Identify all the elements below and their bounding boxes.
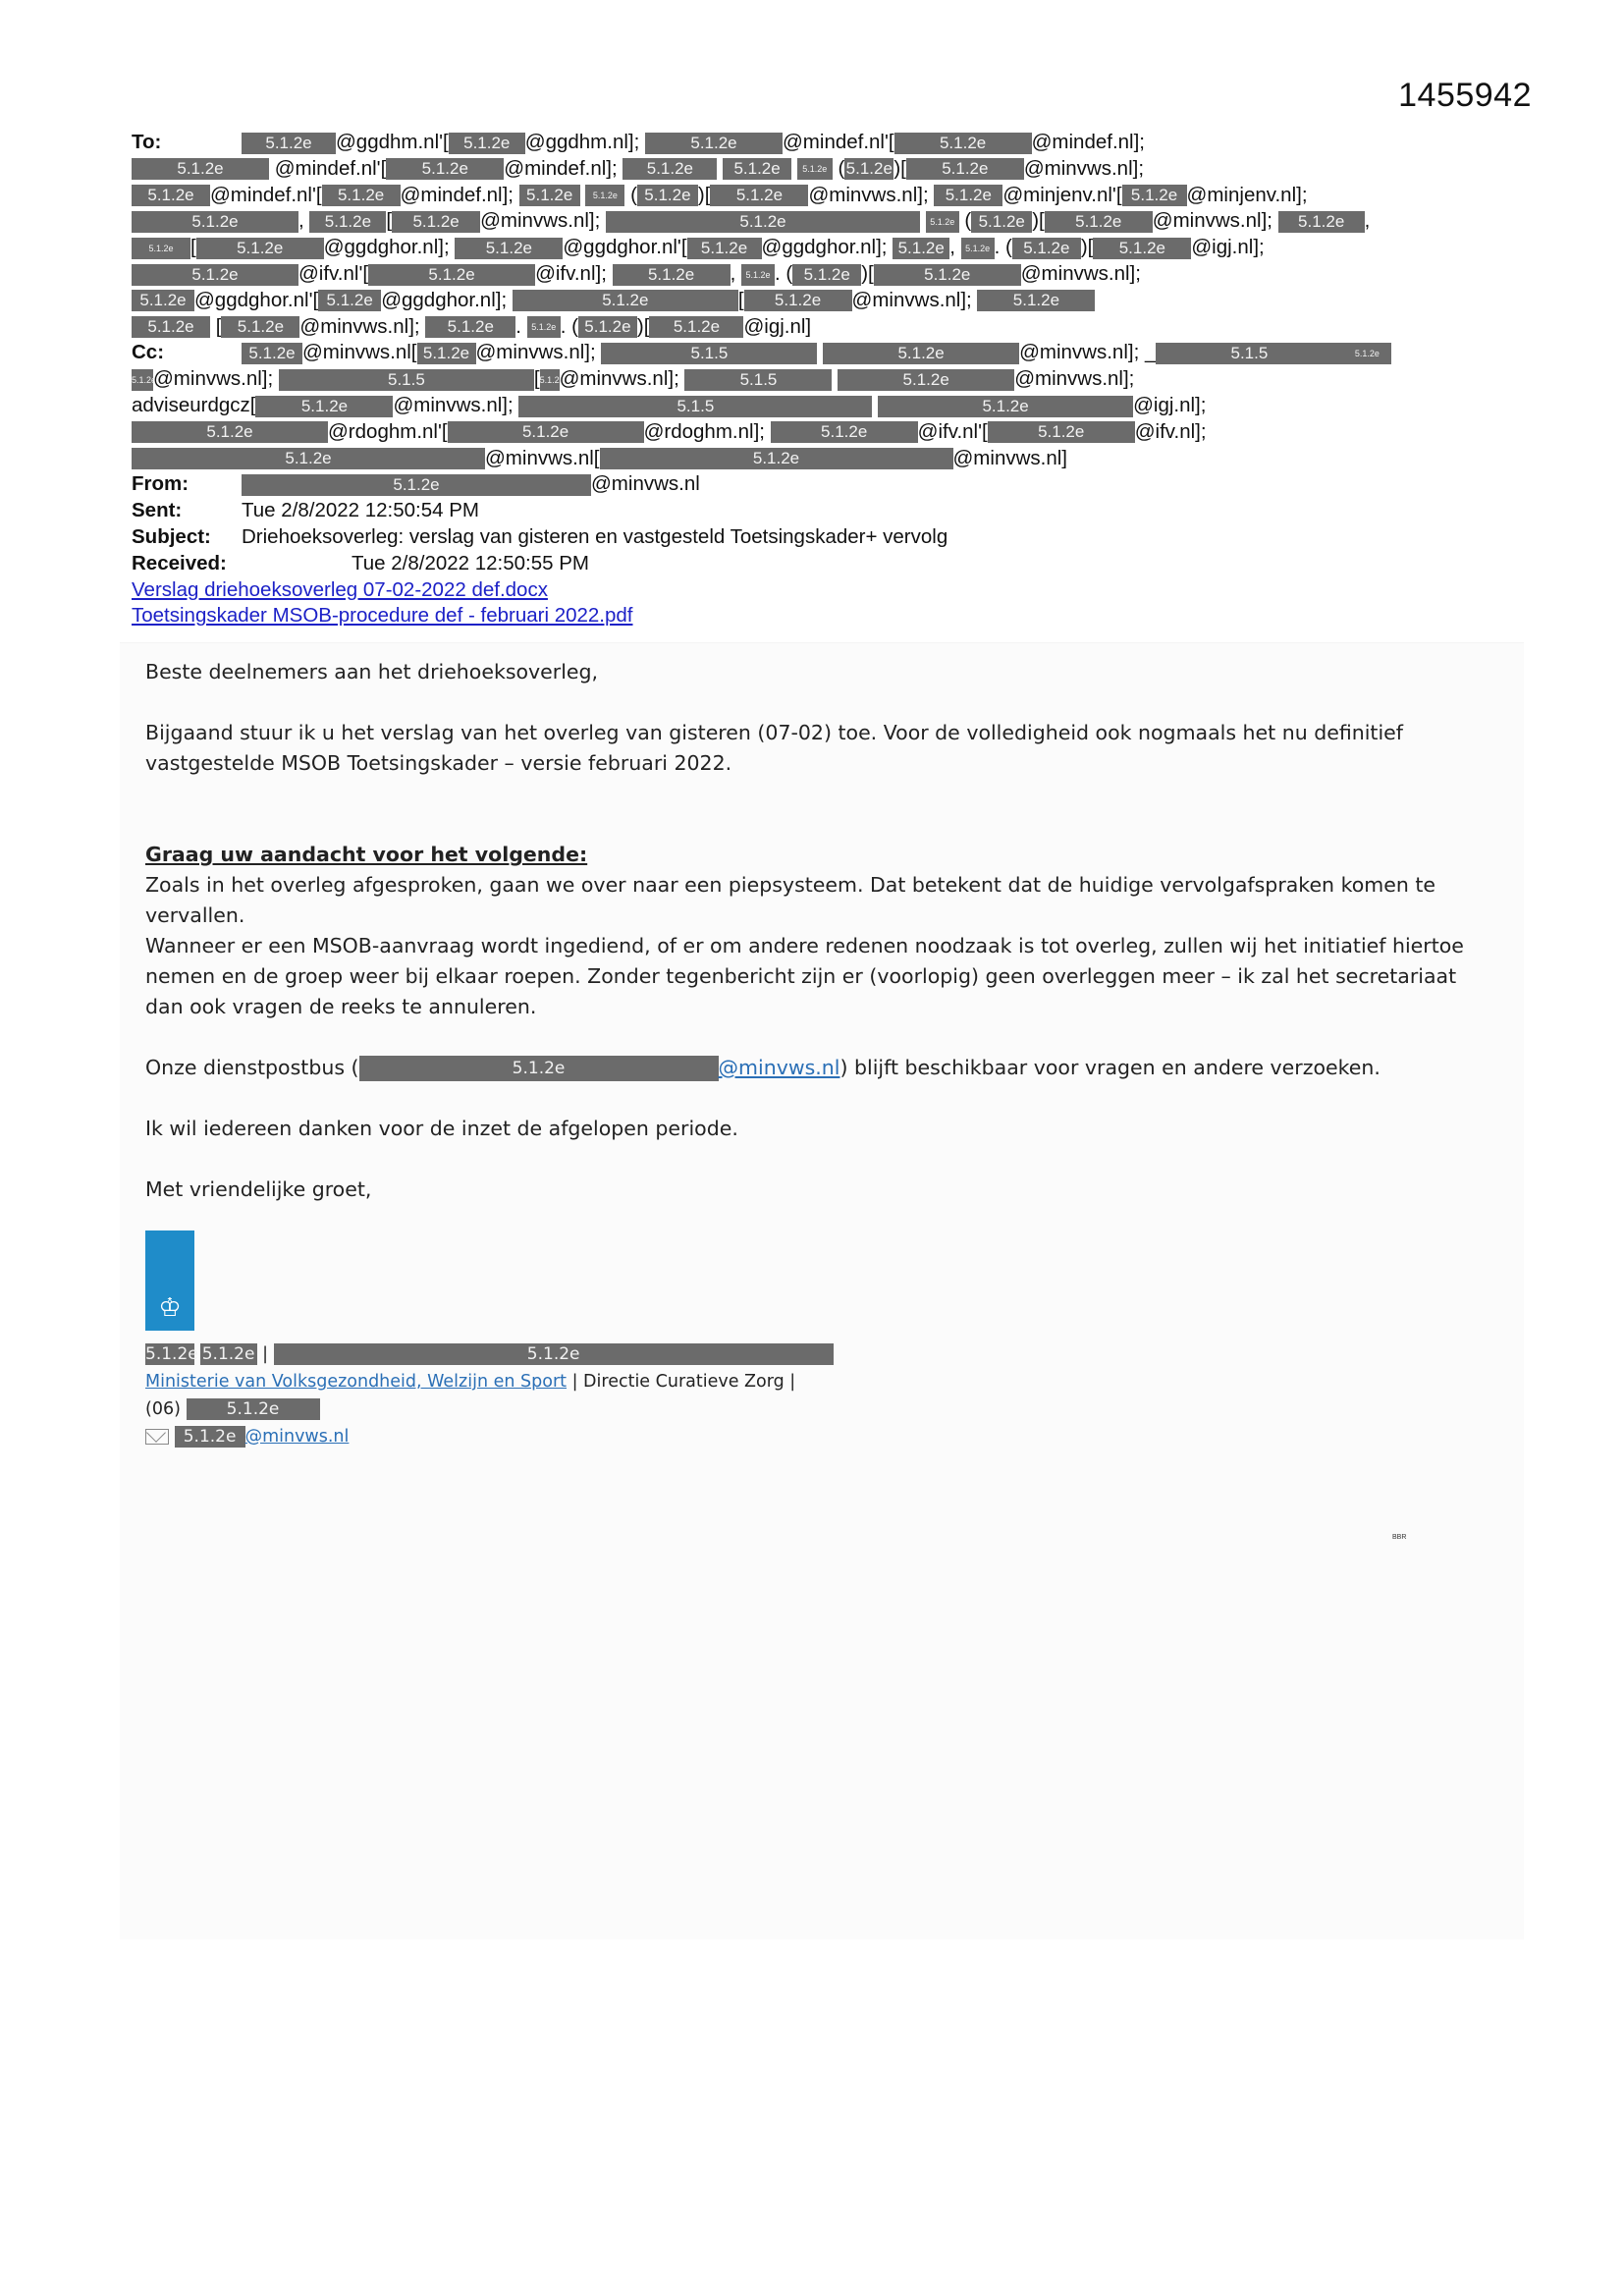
redaction: 5.1.2e: [132, 185, 210, 206]
redaction: 5.1.2e: [221, 316, 299, 338]
redaction: 5.1.2e: [906, 158, 1024, 180]
redaction: 5.1.2e: [519, 185, 580, 206]
mailbox-pre: Onze dienstpostbus (: [145, 1056, 359, 1079]
redaction: 5.1.2e: [455, 238, 563, 259]
redaction: 5.1.2e: [1278, 211, 1365, 233]
redaction: 5.1.2e: [792, 264, 861, 286]
paragraph-1: Bijgaand stuur ik u het verslag van het overleg van gisteren (07-02) toe. Voor de volledigheid ook nogmaals het nu definitief vastgestelde MSOB Toetsingskader – versie februari 2022.: [145, 721, 1403, 775]
redaction: 5.1.2e: [613, 264, 731, 286]
attachment-link[interactable]: Verslag driehoeksoverleg 07-02-2022 def.docx: [132, 577, 548, 601]
redaction: 5.1.2e: [600, 448, 953, 469]
redaction: 5.1.5: [1156, 343, 1342, 364]
redaction: 5.1.2e: [175, 1426, 245, 1448]
mailbox-link[interactable]: @minvws.nl: [718, 1056, 840, 1079]
ministry-link[interactable]: Ministerie van Volksgezondheid, Welzijn en Sport: [145, 1372, 568, 1392]
document-id: 1455942: [1398, 77, 1532, 114]
received-label: Received:: [132, 551, 227, 574]
envelope-icon: [145, 1429, 169, 1445]
redaction: 5.1.2e: [132, 369, 153, 391]
redaction: 5.1.2e: [309, 211, 386, 233]
redaction: 5.1.2e: [242, 474, 591, 496]
redaction: 5.1.2e: [145, 1344, 198, 1364]
redaction: 5.1.2e: [741, 264, 775, 286]
redaction: 5.1.2e: [255, 396, 393, 417]
redaction: 5.1.2e: [540, 369, 560, 391]
redaction: 5.1.2e: [386, 158, 504, 180]
redaction: 5.1.2e: [1012, 238, 1081, 259]
redaction: 5.1.2e: [797, 158, 833, 180]
redaction: 5.1.2e: [649, 316, 743, 338]
to-line-6: 5.1.2e @ifv.nl'[ 5.1.2e @ifv.nl]; 5.1.2e , 5.1.2e . ( 5.1.2e )[ 5.1.2e @minvws.nl];: [132, 261, 1506, 288]
redaction: 5.1.2e: [878, 396, 1133, 417]
received-value: Tue 2/8/2022 12:50:55 PM: [352, 551, 589, 574]
email-header: [132, 130, 1506, 629]
redaction: 5.1.2e: [132, 448, 485, 469]
cc-line-1: Cc: 5.1.2e @minvws.nl[ 5.1.2e @minvws.nl]; 5.1.5 5.1.2e @minvws.nl]; _ 5.1.5 5.1.2e: [132, 340, 1506, 366]
signature: [145, 1230, 1498, 1450]
redaction: 5.1.2e: [392, 211, 480, 233]
signature-email-link[interactable]: @minvws.nl: [244, 1427, 350, 1447]
redaction: 5.1.2e: [274, 1343, 834, 1365]
redaction: 5.1.2e: [971, 211, 1032, 233]
redaction: 5.1.2e: [132, 264, 298, 286]
redaction: 5.1.2e: [977, 290, 1095, 311]
mailbox-post: ) blijft beschikbaar voor vragen en andere verzoeken.: [839, 1056, 1380, 1079]
redaction: 5.1.2e: [838, 369, 1014, 391]
redaction: 5.1.2e: [637, 185, 698, 206]
subject-label: Subject:: [132, 524, 211, 548]
redaction: 5.1.2e: [187, 1398, 320, 1420]
cc-line-5: 5.1.2e @minvws.nl[ 5.1.2e @minvws.nl]: [132, 446, 1506, 472]
redaction: 5.1.2e: [606, 211, 920, 233]
redaction: 5.1.5: [518, 396, 872, 417]
to-line-2: 5.1.2e @mindef.nl'[ 5.1.2e @mindef.nl]; 5.1.2e 5.1.2e 5.1.2e (5.1.2e)[ 5.1.2e @minvws.nl];: [132, 156, 1506, 183]
signature-name-line: [145, 1340, 1498, 1368]
signature-org-line: [145, 1368, 1498, 1395]
redaction: 5.1.2e: [1093, 238, 1191, 259]
redaction: 5.1.2e: [585, 185, 624, 206]
sent-label: Sent:: [132, 499, 183, 522]
to-line-4: 5.1.2e , 5.1.2e [ 5.1.2e @minvws.nl]; 5.1.2e 5.1.2e ( 5.1.2e )[ 5.1.2e @minvws.nl]; 5.1.2e ,: [132, 208, 1506, 235]
redaction: 5.1.5: [601, 343, 817, 364]
redaction: 5.1.2e: [359, 1056, 719, 1081]
redaction: 5.1.2e: [1045, 211, 1153, 233]
redaction: 5.1.2e: [744, 290, 852, 311]
redaction: 5.1.2e: [318, 290, 381, 311]
redaction: 5.1.2e: [513, 290, 738, 311]
redaction: 5.1.2e: [893, 238, 949, 259]
to-line-1: To: 5.1.2e @ggdhm.nl'[ 5.1.2e @ggdhm.nl]; 5.1.2e @mindef.nl'[ 5.1.2e @mindef.nl];: [132, 130, 1506, 156]
paragraph-3: Wanneer er een MSOB-aanvraag wordt ingediend, of er om andere redenen noodzaak is tot overleg, zullen wij het initiatief hiertoe nemen en de groep weer bij elkaar roepen. Zonder tegenbericht zijn er (voorlopig) geen overleggen meer – ik zal het secretariaat dan ook vragen de reeks te annuleren.: [145, 934, 1464, 1018]
redaction: 5.1.2e: [723, 158, 791, 180]
redaction: 5.1.2e: [1122, 185, 1187, 206]
redaction: 5.1.5: [279, 369, 534, 391]
cc-line-4: 5.1.2e @rdoghm.nl'[ 5.1.2e @rdoghm.nl]; 5.1.2e @ifv.nl'[ 5.1.2e @ifv.nl];: [132, 419, 1506, 446]
cc-line-3: adviseurdgcz[ 5.1.2e @minvws.nl]; 5.1.5 5.1.2e @igj.nl];: [132, 393, 1207, 416]
to-line-7: 5.1.2e @ggdghor.nl'[ 5.1.2e @ggdghor.nl]; 5.1.2e [ 5.1.2e @minvws.nl]; 5.1.2e: [132, 288, 1506, 314]
crest-icon: ♔: [158, 1293, 182, 1323]
attachment-link[interactable]: Toetsingskader MSOB-procedure def - februari 2022.pdf: [132, 604, 633, 628]
signature-email-line: [145, 1423, 1498, 1450]
redaction: 5.1.2e: [132, 238, 190, 259]
redaction: 5.1.2e: [132, 290, 194, 311]
redaction: 5.1.2e: [687, 238, 762, 259]
from-line: [132, 471, 1506, 498]
from-domain: @minvws.nl: [591, 472, 700, 496]
mailbox-line: [145, 1053, 1498, 1083]
redaction: 5.1.2e: [710, 185, 808, 206]
thanks: Ik wil iedereen danken voor de inzet de afgelopen periode.: [145, 1117, 738, 1140]
redaction: 5.1.2e: [823, 343, 1019, 364]
redaction: 5.1.2e: [368, 264, 535, 286]
directorate: | Directie Curatieve Zorg |: [571, 1372, 796, 1392]
phone-prefix: (06): [145, 1399, 181, 1419]
greeting: Beste deelnemers aan het driehoeksoverleg,: [145, 660, 599, 683]
redaction: 5.1.2e: [242, 133, 336, 154]
redaction: 5.1.2e: [988, 421, 1135, 443]
redaction: 5.1.5: [684, 369, 832, 391]
redaction: 5.1.2e: [200, 1343, 257, 1365]
redaction: 5.1.2e: [578, 316, 637, 338]
redaction: 5.1.2e: [132, 158, 269, 180]
government-logo: [145, 1230, 194, 1331]
closing: Met vriendelijke groet,: [145, 1177, 372, 1201]
cc-line-2: 5.1.2e@minvws.nl]; 5.1.5 [5.1.2e@minvws.nl]; 5.1.5 5.1.2e @minvws.nl];: [132, 367, 1135, 391]
redaction: 5.1.2e: [425, 316, 515, 338]
redaction: 5.1.2e: [874, 264, 1021, 286]
sent-line: [132, 498, 1506, 524]
cc-label: Cc:: [132, 341, 165, 364]
redaction: 5.1.2e: [623, 158, 717, 180]
email-body: [120, 642, 1524, 1940]
redaction: 5.1.2e: [771, 421, 918, 443]
signature-phone-line: [145, 1395, 1498, 1423]
to-line-3: 5.1.2e @mindef.nl'[ 5.1.2e @mindef.nl]; 5.1.2e 5.1.2e ( 5.1.2e )[ 5.1.2e @minvws.nl]; 5.1.2e @minjenv.nl'[ 5.1.2e @minjenv.nl];: [132, 183, 1506, 209]
redaction: 5.1.2e: [1342, 343, 1391, 364]
redaction: 5.1.2e: [417, 343, 476, 364]
redaction: 5.1.2e: [894, 133, 1032, 154]
redaction: 5.1.2e: [961, 238, 995, 259]
redaction: 5.1.2e: [645, 133, 783, 154]
redaction: 5.1.2e: [322, 185, 401, 206]
subject-line: [132, 524, 1506, 551]
redaction: 5.1.2e: [132, 211, 298, 233]
to-label: To:: [132, 131, 162, 153]
sent-value: Tue 2/8/2022 12:50:54 PM: [242, 499, 479, 522]
redaction: 5.1.2e: [132, 421, 328, 443]
cc-text: adviseurdgcz[: [132, 393, 256, 416]
to-line-8: 5.1.2e [ 5.1.2e @minvws.nl]; 5.1.2e . 5.1.2e . ( 5.1.2e )[ 5.1.2e @igj.nl]: [132, 314, 1506, 341]
attachment-1[interactable]: [132, 577, 1506, 604]
redaction: 5.1.2e: [926, 211, 959, 233]
redaction: 5.1.2e: [132, 316, 210, 338]
received-line: [132, 551, 1506, 577]
redaction: 5.1.2e: [242, 343, 302, 364]
paragraph-2: Zoals in het overleg afgesproken, gaan we over naar een piepsysteem. Dat betekent dat de huidige vervolgafspraken komen te vervallen.: [145, 873, 1435, 927]
redaction: 5.1.2e: [527, 316, 561, 338]
redaction: 5.1.2e: [845, 159, 893, 179]
attention-heading: Graag uw aandacht voor het volgende:: [145, 843, 588, 866]
stamp-mark: BBR: [1392, 1534, 1407, 1541]
redaction: 5.1.2e: [196, 238, 324, 259]
to-line-5: 5.1.2e [ 5.1.2e @ggdghor.nl]; 5.1.2e @ggdghor.nl'[ 5.1.2e @ggdghor.nl]; 5.1.2e , 5.1.2e . ( 5.1.2e )[ 5.1.2e @igj.nl];: [132, 235, 1506, 261]
redaction: 5.1.2e: [448, 421, 644, 443]
redaction: 5.1.2e: [934, 185, 1002, 206]
from-label: From:: [132, 472, 189, 496]
separator: |: [262, 1344, 269, 1364]
attachment-2[interactable]: [132, 603, 1506, 629]
subject-value: Driehoeksoverleg: verslag van gisteren en vastgesteld Toetsingskader+ vervolg: [242, 524, 948, 548]
redaction: 5.1.2e: [449, 133, 525, 154]
